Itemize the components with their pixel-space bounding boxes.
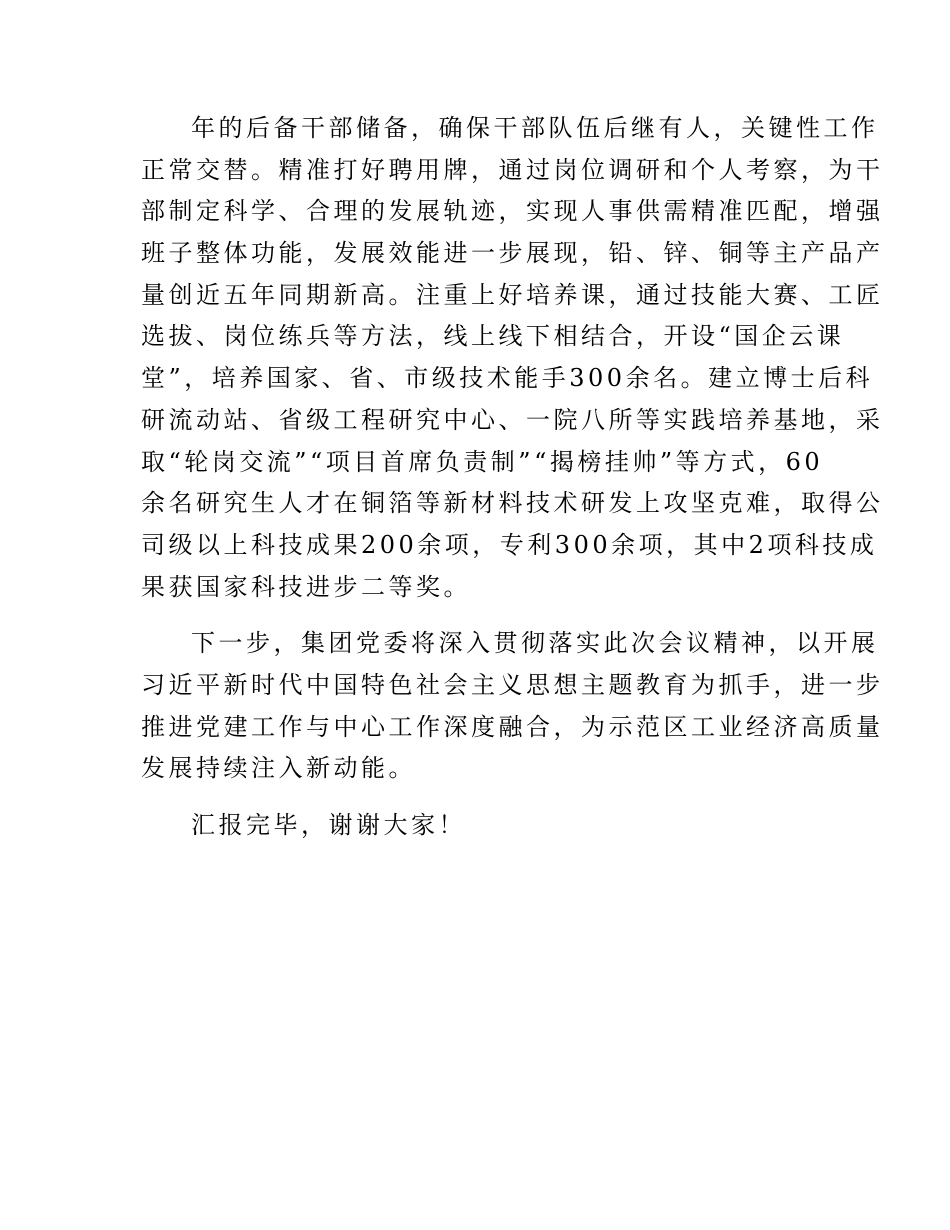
paragraph-talent-development [141,108,884,608]
paragraph-line: 部制定科学、合理的发展轨迹，实现人事供需精准匹配，增强 [141,197,884,226]
paragraph-line: 汇报完毕，谢谢大家！ [191,811,466,839]
paragraph-line: 选拔、岗位练兵等方法，线上线下相结合，开设“国企云课 [141,322,845,351]
paragraph-line: 年的后备干部储备，确保干部队伍后继有人，关键性工作 [191,114,879,142]
paragraph-line: 推进党建工作与中心工作深度融合，为示范区工业经济高质量 [141,712,884,741]
paragraph-line: 研流动站、省级工程研究中心、一院八所等实践培养基地，采 [141,405,884,434]
document-body [141,108,884,847]
paragraph-line: 取“轮岗交流”“项目首席负责制”“揭榜挂帅”等方式，60 [141,447,824,476]
paragraph-line: 习近平新时代中国特色社会主义思想主题教育为抓手，进一步 [141,670,884,699]
paragraph-line: 司级以上科技成果200余项，专利300余项，其中2项科技成 [141,530,878,559]
paragraph-line: 正常交替。精准打好聘用牌，通过岗位调研和个人考察，为干 [141,155,884,184]
paragraph-line: 果获国家科技进步二等奖。 [141,572,471,601]
paragraph-closing [141,805,811,847]
paragraph-line: 班子整体功能，发展效能进一步展现，铅、锌、铜等主产品产 [141,239,884,268]
paragraph-line: 下一步，集团党委将深入贯彻落实此次会议精神，以开展 [191,629,879,658]
paragraph-line: 发展持续注入新动能。 [141,754,416,783]
paragraph-line: 堂”，培养国家、省、市级技术能手300余名。建立博士后科 [141,364,874,393]
paragraph-line: 余名研究生人才在铜箔等新材料技术研发上攻坚克难，取得公 [141,489,884,518]
paragraph-spacer [141,790,811,805]
paragraph-line: 量创近五年同期新高。注重上好培养课，通过技能大赛、工匠 [141,280,884,309]
paragraph-spacer [141,608,811,623]
paragraph-next-steps [141,623,884,790]
